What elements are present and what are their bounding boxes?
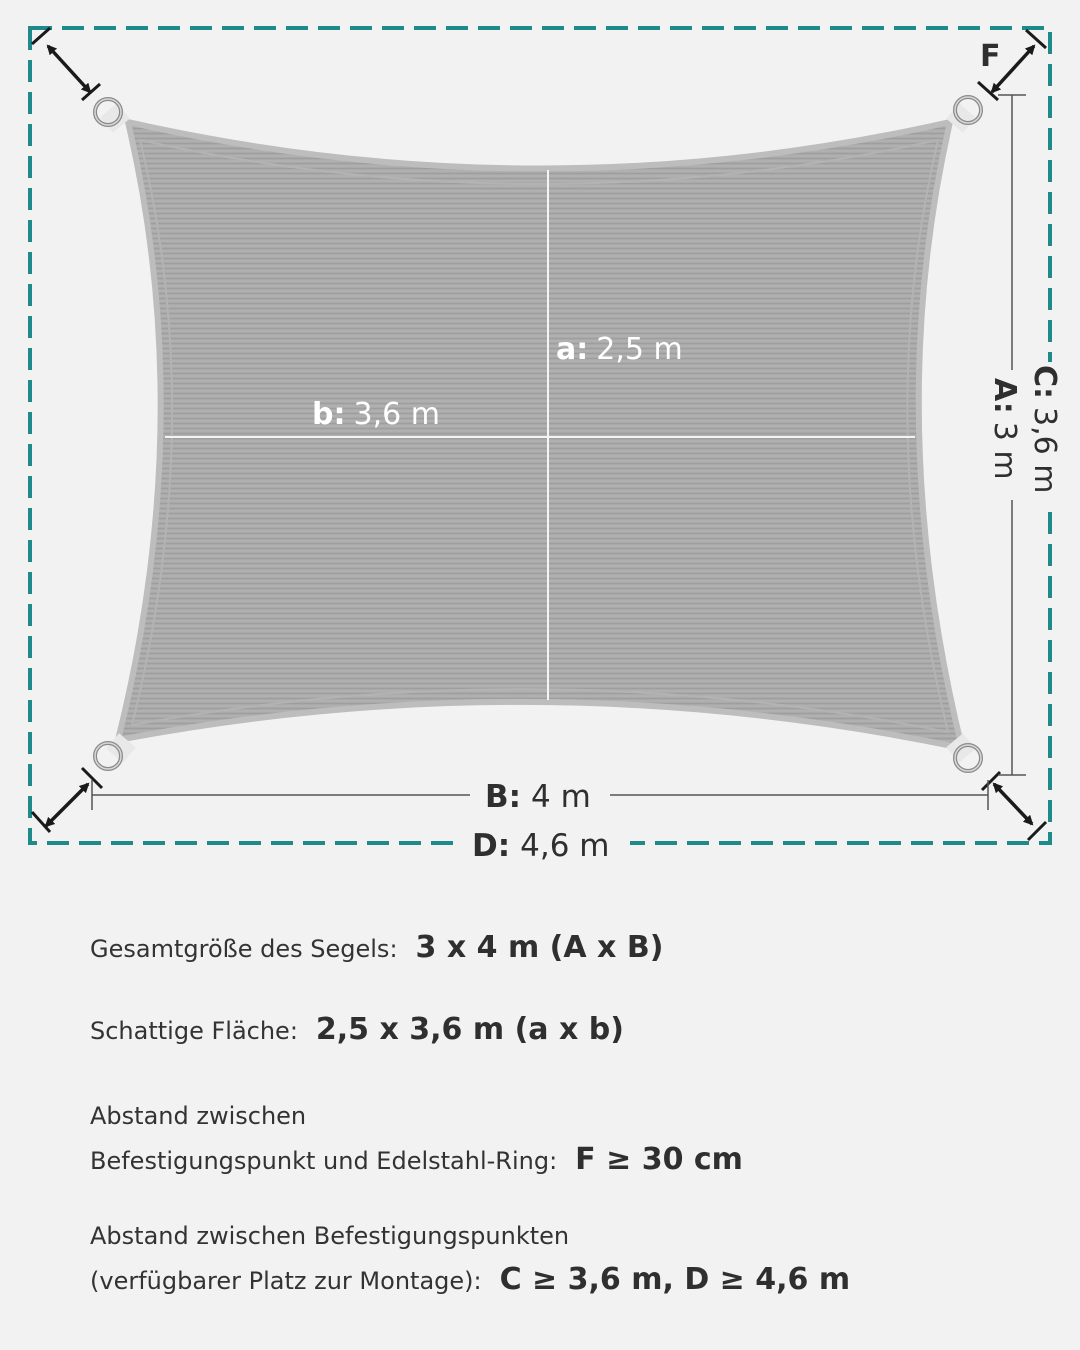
label-B: B: 4 m [485, 779, 591, 815]
label-a: a: 2,5 m [556, 332, 683, 367]
spec-shade-area-value: 2,5 x 3,6 m (a x b) [315, 1012, 624, 1047]
label-C: C:3,6 m [1027, 365, 1062, 494]
spec-ring-distance-label-line2: Befestigungspunkt und Edelstahl-Ring: [90, 1147, 558, 1175]
spec-mount-distance-label-line2: (verfügbarer Platz zur Montage): [90, 1267, 482, 1295]
spec-ring-distance [90, 1102, 743, 1177]
spec-mount-distance-label-line1: Abstand zwischen Befestigungspunkten [90, 1222, 570, 1250]
spec-ring-distance-label-line1: Abstand zwischen [90, 1102, 307, 1130]
spec-shade-area [90, 1012, 624, 1047]
label-D: D: 4,6 m [472, 828, 610, 864]
spec-total-size [90, 930, 663, 965]
label-b: b: 3,6 m [312, 397, 440, 432]
spec-total-size-label: Gesamtgröße des Segels: [90, 935, 398, 963]
label-A: A:3 m [987, 378, 1022, 480]
spec-total-size-value: 3 x 4 m (A x B) [415, 930, 664, 965]
spec-shade-area-label: Schattige Fläche: [90, 1017, 298, 1045]
spec-mount-distance [90, 1222, 850, 1297]
label-F: F [980, 39, 1001, 74]
spec-ring-distance-value: F ≥ 30 cm [575, 1142, 743, 1177]
sail-body [118, 122, 962, 748]
ring-top-left [95, 99, 130, 133]
spec-mount-distance-value: C ≥ 3,6 m, D ≥ 4,6 m [499, 1262, 851, 1297]
